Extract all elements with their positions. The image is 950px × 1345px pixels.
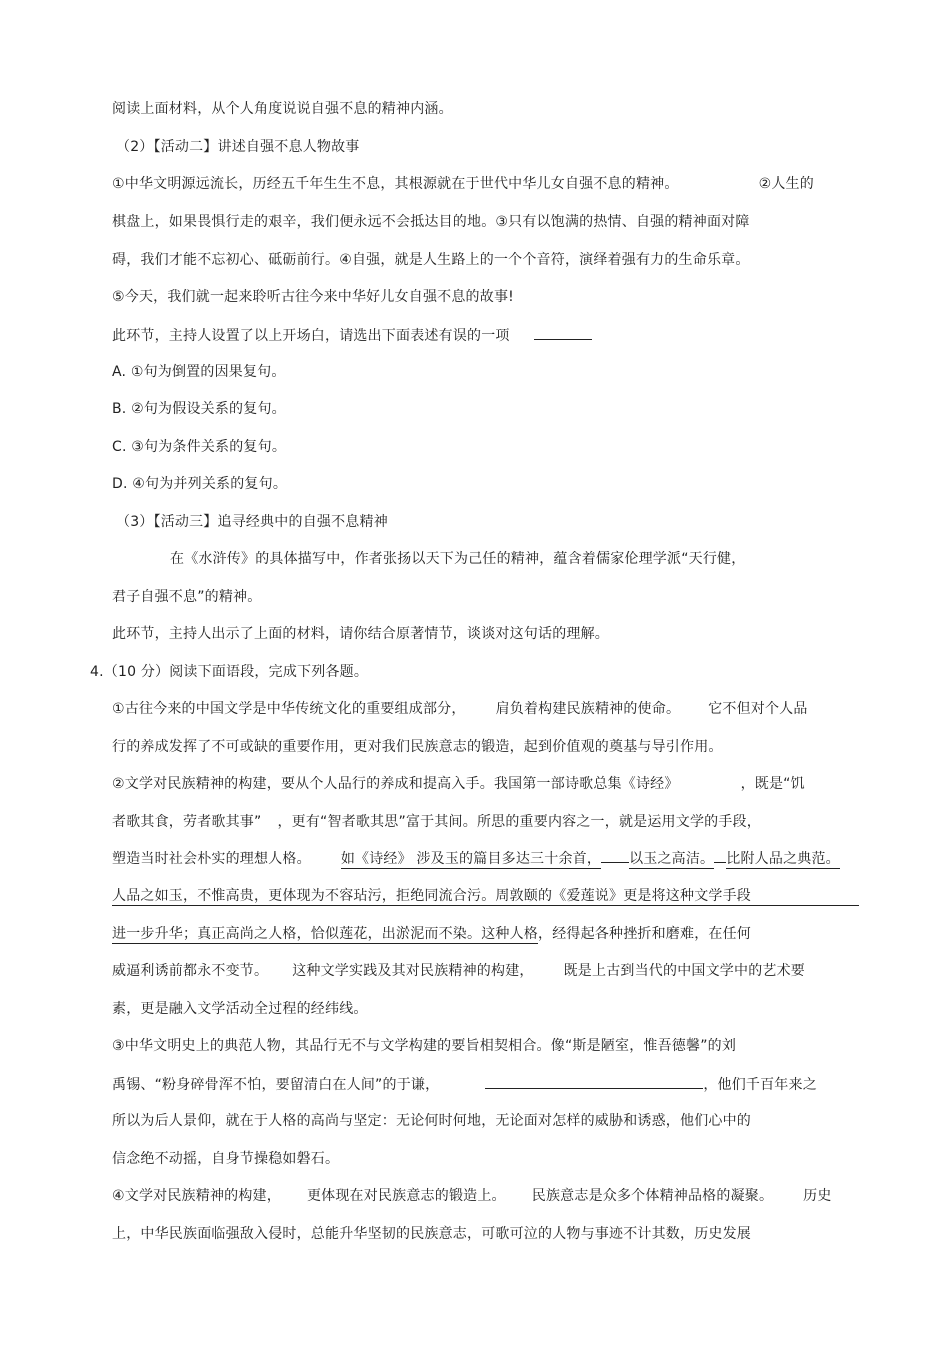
text-segment: ，他们千百年来之 <box>703 1077 817 1093</box>
underlined-sentence: 比附人品之典范。 <box>726 851 840 867</box>
text-line: ③中华文明史上的典范人物，其品行无不与文学构建的要旨相契相合。像“斯是陋室，惟吾德馨”的刘 <box>112 1038 737 1054</box>
question-text: 此环节，主持人设置了以上开场白，请选出下面表述有误的一项 <box>112 328 510 344</box>
fill-in-blank <box>485 1074 703 1089</box>
option-a: A. ①句为倒置的因果复句。 <box>112 364 286 380</box>
text-line <box>112 699 808 719</box>
option-b: B. ②句为假设关系的复句。 <box>112 401 286 417</box>
text-line <box>112 849 840 869</box>
option-c: C. ③句为条件关系的复句。 <box>112 439 287 455</box>
text-segment: 塑造当时社会朴实的理想人格。 <box>112 851 311 867</box>
text-line <box>112 812 761 832</box>
text-segment: 者歌其食，劳者歌其事” <box>112 814 262 830</box>
text-line: ⑤今天，我们就一起来聆听古往今来中华好儿女自强不息的故事! <box>112 289 514 305</box>
text-line: 此环节，主持人出示了上面的材料，请你结合原著情节，谈谈对这句话的理解。 <box>112 626 609 642</box>
option-d: D. ④句为并列关系的复句。 <box>112 476 288 492</box>
activity-3-heading: （3）【活动三】追寻经典中的自强不息精神 <box>116 514 388 530</box>
sentence-1: ①中华文明源远流长，历经五千年生生不息，其根源就在于世代中华儿女自强不息的精神。 <box>112 176 679 192</box>
quote-line: 在《水浒传》的具体描写中，作者张扬以天下为己任的精神，蕴含着儒家伦理学派“天行健， <box>170 551 746 567</box>
text-line: 阅读上面材料，从个人角度说说自强不息的精神内涵。 <box>112 101 453 117</box>
underlined-sentence: 如《诗经》 涉及玉的篇目多达三十余首， <box>340 851 602 867</box>
text-segment: 禹锡、“粉身碎骨浑不怕，要留清白在人间”的于谦， <box>112 1077 440 1093</box>
quote-line: 君子自强不息”的精神。 <box>112 589 262 605</box>
text-line <box>112 961 805 981</box>
answer-blank <box>534 325 592 340</box>
text-segment: ，经得起各种挫折和磨难，在任何 <box>538 926 751 942</box>
text-segment: 肩负着构建民族精神的使命。 <box>495 701 681 717</box>
text-line <box>112 1186 832 1206</box>
sentence-2-start: ②人生的 <box>758 176 814 192</box>
question-4-heading: 4.（10 分）阅读下面语段，完成下列各题。 <box>90 664 369 680</box>
underlined-sentence: 以玉之高洁。 <box>629 851 715 867</box>
text-line <box>112 174 814 194</box>
text-segment: ，更有“智者歌其思”富于其间。所思的重要内容之一，就是运用文学的手段， <box>277 814 761 830</box>
text-line <box>112 924 751 944</box>
text-segment: 既是上古到当代的中国文学中的艺术要 <box>563 963 806 979</box>
text-segment: 威逼利诱前都永不变节。 <box>112 963 269 979</box>
text-segment: ①古往今来的中国文学是中华传统文化的重要组成部分， <box>112 701 466 717</box>
text-line <box>112 774 805 794</box>
activity-2-heading: （2）【活动二】讲述自强不息人物故事 <box>116 139 360 155</box>
text-line <box>112 1074 817 1094</box>
text-line: 信念绝不动摇，自身节操稳如磐石。 <box>112 1151 340 1167</box>
question-line <box>112 325 592 345</box>
text-segment: 这种文学实践及其对民族精神的构建， <box>292 963 534 979</box>
underlined-sentence: 进一步升华；真正高尚之人格，恰似莲花，出淤泥而不染。这种人格 <box>112 926 538 942</box>
text-segment: 民族意志是众多个体精神品格的凝聚。 <box>531 1188 774 1204</box>
text-line: 碍，我们才能不忘初心、砥砺前行。④自强，就是人生路上的一个个音符，演绎着强有力的生命乐章。 <box>112 252 750 268</box>
text-line: 所以为后人景仰，就在于人格的高尚与坚定：无论何时何地，无论面对怎样的威胁和诱惑，他们心中的 <box>112 1113 751 1129</box>
text-line: 行的养成发挥了不可或缺的重要作用，更对我们民族意志的锻造，起到价值观的奠基与导引作用。 <box>112 739 723 755</box>
underline-rule <box>112 905 859 906</box>
text-segment: ④文学对民族精神的构建， <box>112 1188 281 1204</box>
text-segment: ，既是“饥 <box>740 776 805 792</box>
text-segment: 更体现在对民族意志的锻造上。 <box>306 1188 506 1204</box>
text-line: 上，中华民族面临强敌入侵时，总能升华坚韧的民族意志，可歌可泣的人物与事迹不计其数，历史发展 <box>112 1226 751 1242</box>
text-segment: 它不但对个人品 <box>708 701 808 717</box>
underlined-line: 人品之如玉，不惟高贵，更体现为不容玷污，拒绝同流合污。周敦颐的《爱莲说》更是将这种文学手段 <box>112 888 751 904</box>
text-segment: 历史 <box>803 1188 832 1204</box>
text-line: 棋盘上，如果畏惧行走的艰辛，我们便永远不会抵达目的地。③只有以饱满的热情、自强的精神面对障 <box>112 214 750 230</box>
text-segment: ②文学对民族精神的构建，要从个人品行的养成和提高入手。我国第一部诗歌总集《诗经》 <box>112 776 679 792</box>
text-line: 素，更是融入文学活动全过程的经纬线。 <box>112 1001 368 1017</box>
